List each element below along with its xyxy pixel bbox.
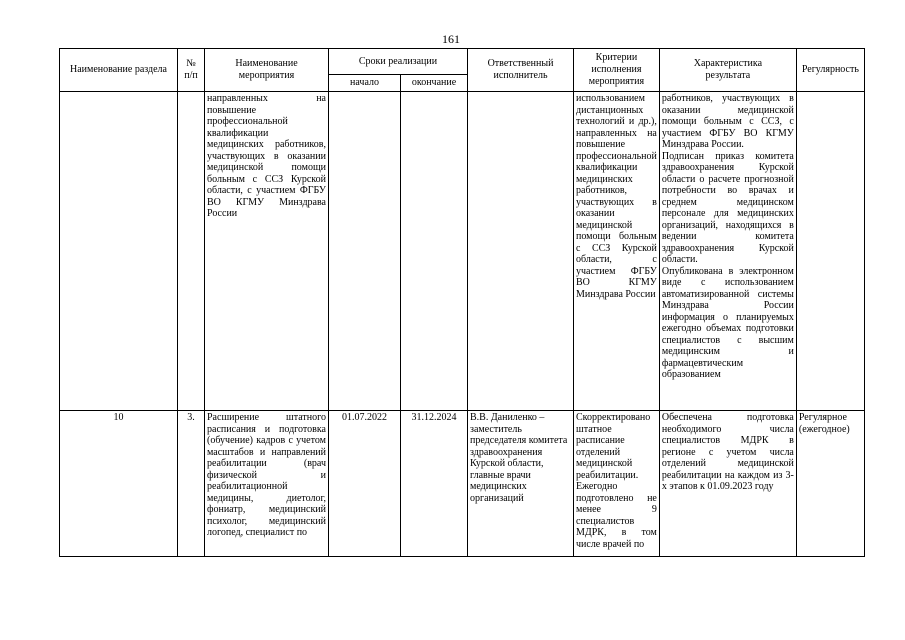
table-header-row <box>60 49 865 75</box>
header-responsible: Ответственный исполнитель <box>468 49 574 92</box>
cell-criteria: Скорректировано штатное расписание отделений медицинской реабилитации. Ежегодно подготовлено не менее 9 специалистов МДРК, в том числе врачей по <box>574 411 660 557</box>
header-regularity: Регулярность <box>796 49 864 92</box>
header-result: Характеристика результата <box>659 49 796 92</box>
activities-table <box>59 48 865 557</box>
cell-regularity <box>796 92 864 411</box>
header-criteria: Критерии исполнения мероприятия <box>574 49 660 92</box>
cell-result: работников, участвующих в оказании медицинской помощи больным с ССЗ, с участием ФГБУ ВО КГМУ Минздрава России. Подписан приказ комитета здравоохранения Курской области о расчете прогнозной потребности во врачах и среднем медицинском персонале для медицинских организаций, находящихся в ведении комитета здравоохранения Курской области. Опубликована в электронном виде с использованием автоматизированной системы Минздрава России информация о планируемых ежегодно объемах подготовки специалистов с высшим медицинским и фармацевтическим образованием <box>659 92 796 411</box>
cell-responsible: В.В. Даниленко – заместитель председателя комитета здравоохранения Курской области, главные врачи медицинских организаций <box>468 411 574 557</box>
cell-regularity: Регулярное (ежегодное) <box>796 411 864 557</box>
header-section-name: Наименование раздела <box>60 49 178 92</box>
header-activity-name: Наименование мероприятия <box>205 49 329 92</box>
cell-criteria: использованием дистанционных технологий и др.), направленных на повышение профессиональной квалификации медицинских работников, участвующих в оказании медицинской помощи больным с ССЗ Курской области, с участием ФГБУ ВО КГМУ Минздрава России <box>574 92 660 411</box>
cell-section: 10 <box>60 411 178 557</box>
header-number: № п/п <box>178 49 205 92</box>
cell-responsible <box>468 92 574 411</box>
cell-result: Обеспечена подготовка необходимого числа специалистов МДРК в регионе с учетом числа отделений медицинской реабилитации на каждом из 3-х этапов к 01.09.2023 году <box>659 411 796 557</box>
page-number: 161 <box>442 32 460 46</box>
cell-activity: Расширение штатного расписания и подготовка (обучение) кадров с учетом масштабов и направлений реабилитации (врач физической и реабилитационной медицины, диетолог, фониатр, медицинский психолог, медицинский логопед, специалист по <box>205 411 329 557</box>
cell-number: 3. <box>178 411 205 557</box>
table-row <box>60 411 865 557</box>
header-terms: Сроки реализации <box>329 49 468 75</box>
table-row <box>60 92 865 411</box>
cell-activity: направленных на повышение профессиональной квалификации медицинских работников, участвующих в оказании медицинской помощи больным с ССЗ Курской области, с участием ФГБУ ВО КГМУ Минздрава России <box>205 92 329 411</box>
header-end: окончание <box>401 75 468 92</box>
cell-end <box>401 92 468 411</box>
cell-end: 31.12.2024 <box>401 411 468 557</box>
cell-start <box>329 92 401 411</box>
cell-number <box>178 92 205 411</box>
cell-section <box>60 92 178 411</box>
header-start: начало <box>329 75 401 92</box>
cell-start: 01.07.2022 <box>329 411 401 557</box>
